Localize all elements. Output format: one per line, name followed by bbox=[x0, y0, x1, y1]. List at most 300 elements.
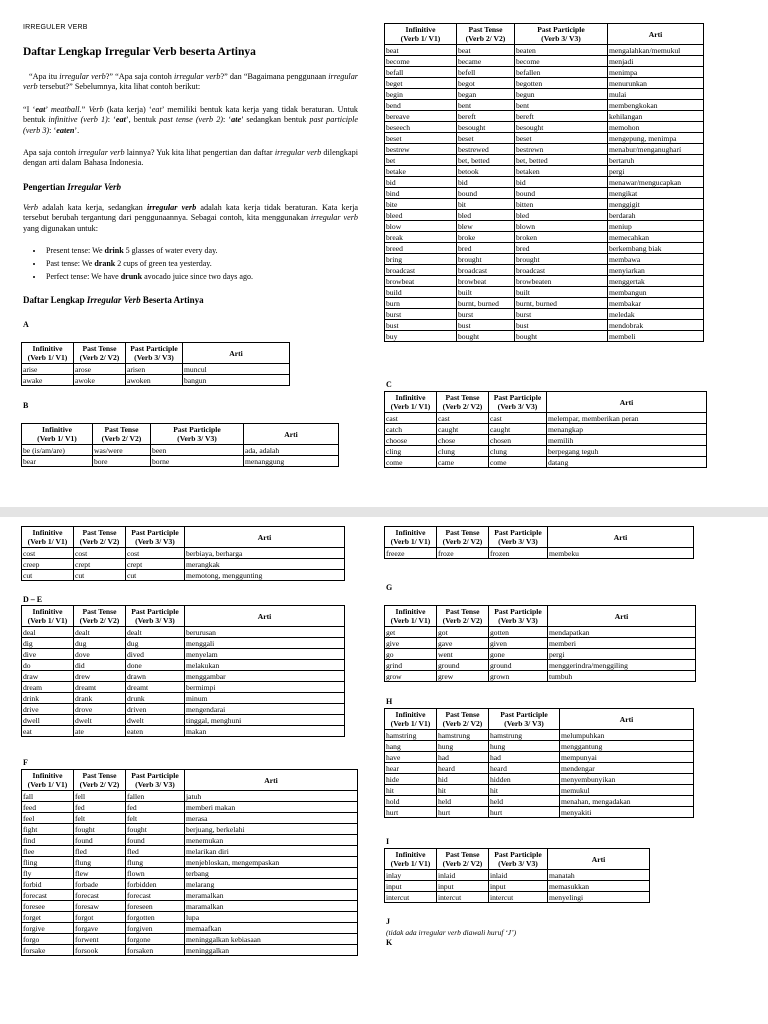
table-row bbox=[385, 638, 696, 649]
column-header-v2: Past Tense (Verb 2/ V2) bbox=[74, 606, 126, 627]
meaning-cell: memberi makan bbox=[185, 802, 358, 813]
meaning-cell: mendapatkan bbox=[548, 627, 696, 638]
meaning-cell: merangkak bbox=[185, 559, 345, 570]
table-row bbox=[22, 693, 345, 704]
verb1-cell: forsake bbox=[22, 945, 74, 956]
verb2-cell: betook bbox=[457, 166, 515, 177]
verb2-cell: fell bbox=[74, 791, 126, 802]
column-header-v3: Past Participle (Verb 3/ V3) bbox=[489, 527, 548, 548]
verb3-cell: begun bbox=[515, 89, 608, 100]
table-row bbox=[22, 649, 345, 660]
column-header-v1: Infinitive (Verb 1/ V1) bbox=[385, 24, 457, 45]
verb1-cell: forgive bbox=[22, 923, 74, 934]
verb2-cell: cost bbox=[74, 548, 126, 559]
verb3-cell: given bbox=[489, 638, 548, 649]
column-header-arti: Arti bbox=[548, 849, 650, 870]
verb3-cell: drawn bbox=[126, 671, 185, 682]
verb2-cell: bet, betted bbox=[457, 155, 515, 166]
verb2-cell: flung bbox=[74, 857, 126, 868]
verb1-cell: hang bbox=[385, 741, 437, 752]
meaning-cell: menggertak bbox=[608, 276, 704, 287]
meaning-cell: membakar bbox=[608, 298, 704, 309]
column-header-v2: Past Tense (Verb 2/ V2) bbox=[437, 709, 489, 730]
verb2-cell: bereft bbox=[457, 111, 515, 122]
verb3-cell: been bbox=[151, 445, 244, 456]
verb3-cell: beaten bbox=[515, 45, 608, 56]
verb1-cell: drive bbox=[22, 704, 74, 715]
verb2-cell: ground bbox=[437, 660, 489, 671]
meaning-cell: kehilangan bbox=[608, 111, 704, 122]
verb3-cell: clung bbox=[489, 446, 547, 457]
table-row bbox=[385, 752, 694, 763]
table-row bbox=[385, 627, 696, 638]
verb3-cell: awoken bbox=[126, 375, 183, 386]
verb1-cell: dream bbox=[22, 682, 74, 693]
verb2-cell: found bbox=[74, 835, 126, 846]
table-row bbox=[385, 881, 650, 892]
column-header-v3: Past Participle (Verb 3/ V3) bbox=[151, 424, 244, 445]
verb2-cell: begot bbox=[457, 78, 515, 89]
meaning-cell: berbiaya, berharga bbox=[185, 548, 345, 559]
verb1-cell: feel bbox=[22, 813, 74, 824]
verb2-cell: bust bbox=[457, 320, 515, 331]
bullet-past: • Past tense: We drank 2 cups of green tea yesterday. bbox=[44, 257, 364, 270]
meaning-cell: memecahkan bbox=[608, 232, 704, 243]
table-row bbox=[22, 934, 358, 945]
verb3-cell: forgiven bbox=[126, 923, 185, 934]
verb1-cell: arise bbox=[22, 364, 74, 375]
column-header-v2: Past Tense (Verb 2/ V2) bbox=[74, 527, 126, 548]
verb1-cell: bite bbox=[385, 199, 457, 210]
verb3-cell: gone bbox=[489, 649, 548, 660]
verb1-cell: cast bbox=[385, 413, 437, 424]
verb-table-i bbox=[384, 848, 650, 903]
verb3-cell: bid bbox=[515, 177, 608, 188]
verb2-cell: browbeat bbox=[457, 276, 515, 287]
table-row bbox=[385, 254, 704, 265]
verb2-cell: heard bbox=[437, 763, 489, 774]
meaning-cell: memukul bbox=[560, 785, 694, 796]
column-header-arti: Arti bbox=[560, 709, 694, 730]
table-row bbox=[22, 824, 358, 835]
verb3-cell: brought bbox=[515, 254, 608, 265]
verb1-cell: hide bbox=[385, 774, 437, 785]
verb1-cell: intercut bbox=[385, 892, 437, 903]
meaning-cell: minum bbox=[185, 693, 345, 704]
verb3-cell: borne bbox=[151, 456, 244, 467]
column-header-v3: Past Participle (Verb 3/ V3) bbox=[489, 392, 547, 413]
meaning-cell: muncul bbox=[183, 364, 290, 375]
verb2-cell: dove bbox=[74, 649, 126, 660]
meaning-cell: menjadi bbox=[608, 56, 704, 67]
table-header-row bbox=[22, 770, 358, 791]
verb2-cell: bit bbox=[457, 199, 515, 210]
column-header-v3: Past Participle (Verb 3/ V3) bbox=[489, 709, 560, 730]
meaning-cell: menabur/menganugharí bbox=[608, 144, 704, 155]
table-row bbox=[385, 232, 704, 243]
verb3-cell: hit bbox=[489, 785, 560, 796]
table-row bbox=[385, 133, 704, 144]
letter-d-e-heading: D – E bbox=[23, 595, 43, 604]
table-row bbox=[22, 726, 345, 737]
table-row bbox=[385, 457, 707, 468]
meaning-cell: memotong, menggunting bbox=[185, 570, 345, 581]
verb-table-d-e bbox=[21, 605, 345, 737]
verb1-cell: cling bbox=[385, 446, 437, 457]
table-row bbox=[22, 912, 358, 923]
meaning-cell: mendobrak bbox=[608, 320, 704, 331]
table-row bbox=[22, 835, 358, 846]
verb2-cell: dwelt bbox=[74, 715, 126, 726]
table-row bbox=[385, 221, 704, 232]
table-row bbox=[385, 265, 704, 276]
verb1-cell: bind bbox=[385, 188, 457, 199]
verb3-cell: bitten bbox=[515, 199, 608, 210]
meaning-cell: ada, adalah bbox=[244, 445, 339, 456]
column-header-v1: Infinitive (Verb 1/ V1) bbox=[385, 709, 437, 730]
table-row bbox=[385, 166, 704, 177]
verb3-cell: bound bbox=[515, 188, 608, 199]
verb3-cell: cast bbox=[489, 413, 547, 424]
verb1-cell: blow bbox=[385, 221, 457, 232]
column-header-v2: Past Tense (Verb 2/ V2) bbox=[457, 24, 515, 45]
meaning-cell: menggigit bbox=[608, 199, 704, 210]
verb1-cell: beseech bbox=[385, 122, 457, 133]
verb3-cell: forsaken bbox=[126, 945, 185, 956]
verb3-cell: chosen bbox=[489, 435, 547, 446]
verb3-cell: felt bbox=[126, 813, 185, 824]
letter-h-heading: H bbox=[386, 697, 393, 706]
table-row bbox=[22, 704, 345, 715]
verb1-cell: bust bbox=[385, 320, 457, 331]
verb1-cell: browbeat bbox=[385, 276, 457, 287]
table-row bbox=[22, 671, 345, 682]
verb3-cell: flown bbox=[126, 868, 185, 879]
verb1-cell: burst bbox=[385, 309, 457, 320]
verb2-cell: cast bbox=[437, 413, 489, 424]
verb3-cell: fought bbox=[126, 824, 185, 835]
table-row bbox=[385, 89, 704, 100]
verb3-cell: input bbox=[489, 881, 548, 892]
table-row bbox=[22, 923, 358, 934]
verb2-cell: got bbox=[437, 627, 489, 638]
list-heading: Daftar Lengkap Irregular Verb Beserta Artinya bbox=[23, 295, 204, 305]
verb3-cell: forecast bbox=[126, 890, 185, 901]
verb-table-c1 bbox=[384, 391, 707, 468]
verb2-cell: bound bbox=[457, 188, 515, 199]
table-row bbox=[22, 627, 345, 638]
verb1-cell: forgo bbox=[22, 934, 74, 945]
column-header-v1: Infinitive (Verb 1/ V1) bbox=[385, 606, 437, 627]
table-header-row bbox=[22, 424, 339, 445]
table-row bbox=[22, 660, 345, 671]
verb3-cell: caught bbox=[489, 424, 547, 435]
verb3-cell: hidden bbox=[489, 774, 560, 785]
verb2-cell: beset bbox=[457, 133, 515, 144]
verb1-cell: give bbox=[385, 638, 437, 649]
verb1-cell: bet bbox=[385, 155, 457, 166]
verb3-cell: foreseen bbox=[126, 901, 185, 912]
verb2-cell: cut bbox=[74, 570, 126, 581]
column-header-arti: Arti bbox=[185, 527, 345, 548]
verb2-cell: blew bbox=[457, 221, 515, 232]
tense-examples-list bbox=[30, 244, 364, 283]
verb2-cell: grew bbox=[437, 671, 489, 682]
table-row bbox=[385, 892, 650, 903]
verb2-cell: began bbox=[457, 89, 515, 100]
column-header-v2: Past Tense (Verb 2/ V2) bbox=[437, 527, 489, 548]
verb2-cell: built bbox=[457, 287, 515, 298]
meaning-cell: mengendarai bbox=[185, 704, 345, 715]
table-row bbox=[385, 763, 694, 774]
verb3-cell: fled bbox=[126, 846, 185, 857]
verb1-cell: beat bbox=[385, 45, 457, 56]
verb2-cell: befell bbox=[457, 67, 515, 78]
verb3-cell: befallen bbox=[515, 67, 608, 78]
verb2-cell: bent bbox=[457, 100, 515, 111]
meaning-cell: memasukkan bbox=[548, 881, 650, 892]
verb1-cell: bring bbox=[385, 254, 457, 265]
table-row bbox=[385, 276, 704, 287]
verb3-cell: come bbox=[489, 457, 547, 468]
meaning-cell: melarang bbox=[185, 879, 358, 890]
table-row bbox=[385, 649, 696, 660]
table-row bbox=[22, 857, 358, 868]
table-row bbox=[385, 298, 704, 309]
verb3-cell: bent bbox=[515, 100, 608, 111]
verb1-cell: draw bbox=[22, 671, 74, 682]
verb2-cell: drove bbox=[74, 704, 126, 715]
meaning-cell: menyakiti bbox=[560, 807, 694, 818]
verb2-cell: drank bbox=[74, 693, 126, 704]
table-header-row bbox=[22, 527, 345, 548]
table-row bbox=[22, 890, 358, 901]
verb2-cell: flew bbox=[74, 868, 126, 879]
meaning-cell: maramalkan bbox=[185, 901, 358, 912]
verb3-cell: betaken bbox=[515, 166, 608, 177]
table-header-row bbox=[385, 709, 694, 730]
verb2-cell: became bbox=[457, 56, 515, 67]
verb3-cell: arisen bbox=[126, 364, 183, 375]
verb2-cell: forsook bbox=[74, 945, 126, 956]
table-row bbox=[22, 375, 290, 386]
verb1-cell: choose bbox=[385, 435, 437, 446]
verb1-cell: find bbox=[22, 835, 74, 846]
table-row bbox=[22, 445, 339, 456]
table-row bbox=[385, 188, 704, 199]
table-row bbox=[22, 802, 358, 813]
verb2-cell: felt bbox=[74, 813, 126, 824]
table-row bbox=[385, 199, 704, 210]
verb2-cell: broadcast bbox=[457, 265, 515, 276]
verb3-cell: found bbox=[126, 835, 185, 846]
verb3-cell: bereft bbox=[515, 111, 608, 122]
verb1-cell: buy bbox=[385, 331, 457, 342]
column-header-arti: Arti bbox=[548, 527, 694, 548]
verb1-cell: forecast bbox=[22, 890, 74, 901]
meaning-cell: pergi bbox=[608, 166, 704, 177]
verb1-cell: bestrew bbox=[385, 144, 457, 155]
meaning-cell: menemukan bbox=[185, 835, 358, 846]
verb2-cell: hurt bbox=[437, 807, 489, 818]
question-paragraph: Apa saja contoh irregular verb lainnya? Yuk kita lihat pengertian dan daftar irregular verb dilengkapi dengan arti dalam Bahasa Indonesia. bbox=[23, 148, 358, 168]
verb3-cell: driven bbox=[126, 704, 185, 715]
verb1-cell: hear bbox=[385, 763, 437, 774]
verb2-cell: fled bbox=[74, 846, 126, 857]
verb1-cell: get bbox=[385, 627, 437, 638]
table-row bbox=[385, 796, 694, 807]
verb1-cell: dwell bbox=[22, 715, 74, 726]
verb1-cell: inlay bbox=[385, 870, 437, 881]
meaning-cell: menggantung bbox=[560, 741, 694, 752]
verb3-cell: cut bbox=[126, 570, 185, 581]
verb2-cell: bled bbox=[457, 210, 515, 221]
verb1-cell: awake bbox=[22, 375, 74, 386]
meaning-cell: jatuh bbox=[185, 791, 358, 802]
table-row bbox=[22, 879, 358, 890]
meaning-cell: meramalkan bbox=[185, 890, 358, 901]
verb3-cell: broken bbox=[515, 232, 608, 243]
verb2-cell: hung bbox=[437, 741, 489, 752]
column-header-arti: Arti bbox=[244, 424, 339, 445]
meaning-cell: menahan, mengadakan bbox=[560, 796, 694, 807]
meaning-cell: menggerindra/menggiling bbox=[548, 660, 696, 671]
meaning-cell: berkembang biak bbox=[608, 243, 704, 254]
verb3-cell: browbeaten bbox=[515, 276, 608, 287]
verb2-cell: froze bbox=[437, 548, 489, 559]
definition-paragraph: Verb adalah kata kerja, sedangkan irregular verb adalah kata kerja tidak beraturan. Kata kerja tersebut berubah tergantung dari penggunaannya. Sebagai contoh, kita menggunakan irregular verb yang digunakan untuk: bbox=[23, 203, 359, 233]
verb3-cell: frozen bbox=[489, 548, 548, 559]
verb3-cell: drunk bbox=[126, 693, 185, 704]
verb-table-b1 bbox=[21, 423, 339, 467]
verb1-cell: hamstring bbox=[385, 730, 437, 741]
verb2-cell: burst bbox=[457, 309, 515, 320]
verb2-cell: broke bbox=[457, 232, 515, 243]
meaning-cell: melarikan diri bbox=[185, 846, 358, 857]
table-row bbox=[385, 210, 704, 221]
table-row bbox=[385, 807, 694, 818]
verb1-cell: grow bbox=[385, 671, 437, 682]
verb2-cell: inlaid bbox=[437, 870, 489, 881]
verb2-cell: ate bbox=[74, 726, 126, 737]
meaning-cell: menggali bbox=[185, 638, 345, 649]
meaning-cell: menyembunyikan bbox=[560, 774, 694, 785]
verb3-cell: heard bbox=[489, 763, 560, 774]
meaning-cell: bangun bbox=[183, 375, 290, 386]
definition-heading: Pengertian Irregular Verb bbox=[23, 182, 122, 192]
verb1-cell: fight bbox=[22, 824, 74, 835]
verb1-cell: hit bbox=[385, 785, 437, 796]
verb2-cell: forgave bbox=[74, 923, 126, 934]
column-header-v2: Past Tense (Verb 2/ V2) bbox=[93, 424, 151, 445]
meaning-cell: mendengar bbox=[560, 763, 694, 774]
meaning-cell: mengepung, menimpa bbox=[608, 133, 704, 144]
meaning-cell: meledak bbox=[608, 309, 704, 320]
verb-table-a bbox=[21, 342, 290, 386]
meaning-cell: meninggalkan bbox=[185, 945, 358, 956]
verb2-cell: foresaw bbox=[74, 901, 126, 912]
verb3-cell: become bbox=[515, 56, 608, 67]
verb2-cell: drew bbox=[74, 671, 126, 682]
column-header-v3: Past Participle (Verb 3/ V3) bbox=[126, 606, 185, 627]
meaning-cell: lupa bbox=[185, 912, 358, 923]
meaning-cell: menimpa bbox=[608, 67, 704, 78]
table-row bbox=[385, 320, 704, 331]
table-row bbox=[385, 144, 704, 155]
verb1-cell: bear bbox=[22, 456, 93, 467]
verb2-cell: forwent bbox=[74, 934, 126, 945]
table-row bbox=[385, 730, 694, 741]
table-row bbox=[385, 122, 704, 133]
letter-k-heading: K bbox=[386, 938, 393, 947]
example-paragraph: “I ‘eat’ meatball.” Verb (kata kerja) ‘eat’ memiliki bentuk kata kerja yang tidak beraturan. Untuk bentuk infinitive (verb 1): ‘eat’, bentuk past tense (verb 2): ‘ate’ sedangkan bentuk past participle (verb 3): ‘eaten’. bbox=[23, 105, 359, 135]
verb2-cell: beat bbox=[457, 45, 515, 56]
verb2-cell: dug bbox=[74, 638, 126, 649]
verb1-cell: cost bbox=[22, 548, 74, 559]
table-row bbox=[22, 559, 345, 570]
verb2-cell: hid bbox=[437, 774, 489, 785]
verb1-cell: forget bbox=[22, 912, 74, 923]
verb1-cell: forbid bbox=[22, 879, 74, 890]
meaning-cell: melakukan bbox=[185, 660, 345, 671]
meaning-cell: membengkokan bbox=[608, 100, 704, 111]
verb2-cell: fed bbox=[74, 802, 126, 813]
verb3-cell: bought bbox=[515, 331, 608, 342]
table-row bbox=[385, 671, 696, 682]
table-row bbox=[22, 682, 345, 693]
column-header-v1: Infinitive (Verb 1/ V1) bbox=[22, 527, 74, 548]
verb1-cell: betake bbox=[385, 166, 457, 177]
letter-b-heading: B bbox=[23, 401, 29, 410]
meaning-cell: menangkap bbox=[547, 424, 707, 435]
verb1-cell: breed bbox=[385, 243, 457, 254]
meaning-cell: membeku bbox=[548, 548, 694, 559]
table-row bbox=[22, 868, 358, 879]
meaning-cell: menyiarkan bbox=[608, 265, 704, 276]
verb2-cell: intercut bbox=[437, 892, 489, 903]
column-header-v3: Past Participle (Verb 3/ V3) bbox=[489, 849, 548, 870]
table-row bbox=[385, 870, 650, 881]
column-header-arti: Arti bbox=[608, 24, 704, 45]
verb3-cell: fed bbox=[126, 802, 185, 813]
verb3-cell: broadcast bbox=[515, 265, 608, 276]
table-row bbox=[385, 741, 694, 752]
verb3-cell: bust bbox=[515, 320, 608, 331]
column-header-v3: Past Participle (Verb 3/ V3) bbox=[126, 527, 185, 548]
verb3-cell: held bbox=[489, 796, 560, 807]
verb3-cell: done bbox=[126, 660, 185, 671]
table-row bbox=[385, 287, 704, 298]
verb2-cell: gave bbox=[437, 638, 489, 649]
verb3-cell: cost bbox=[126, 548, 185, 559]
letter-c-heading: C bbox=[386, 380, 392, 389]
verb3-cell: gotten bbox=[489, 627, 548, 638]
meaning-cell: datang bbox=[547, 457, 707, 468]
verb3-cell: grown bbox=[489, 671, 548, 682]
table-header-row bbox=[22, 343, 290, 364]
meaning-cell: menawar/mengucapkan bbox=[608, 177, 704, 188]
verb1-cell: go bbox=[385, 649, 437, 660]
verb2-cell: arose bbox=[74, 364, 126, 375]
verb1-cell: become bbox=[385, 56, 457, 67]
table-row bbox=[22, 901, 358, 912]
verb3-cell: built bbox=[515, 287, 608, 298]
meaning-cell: menjebloskan, mengempaskan bbox=[185, 857, 358, 868]
verb2-cell: did bbox=[74, 660, 126, 671]
column-header-v1: Infinitive (Verb 1/ V1) bbox=[22, 343, 74, 364]
verb2-cell: dealt bbox=[74, 627, 126, 638]
verb3-cell: hung bbox=[489, 741, 560, 752]
